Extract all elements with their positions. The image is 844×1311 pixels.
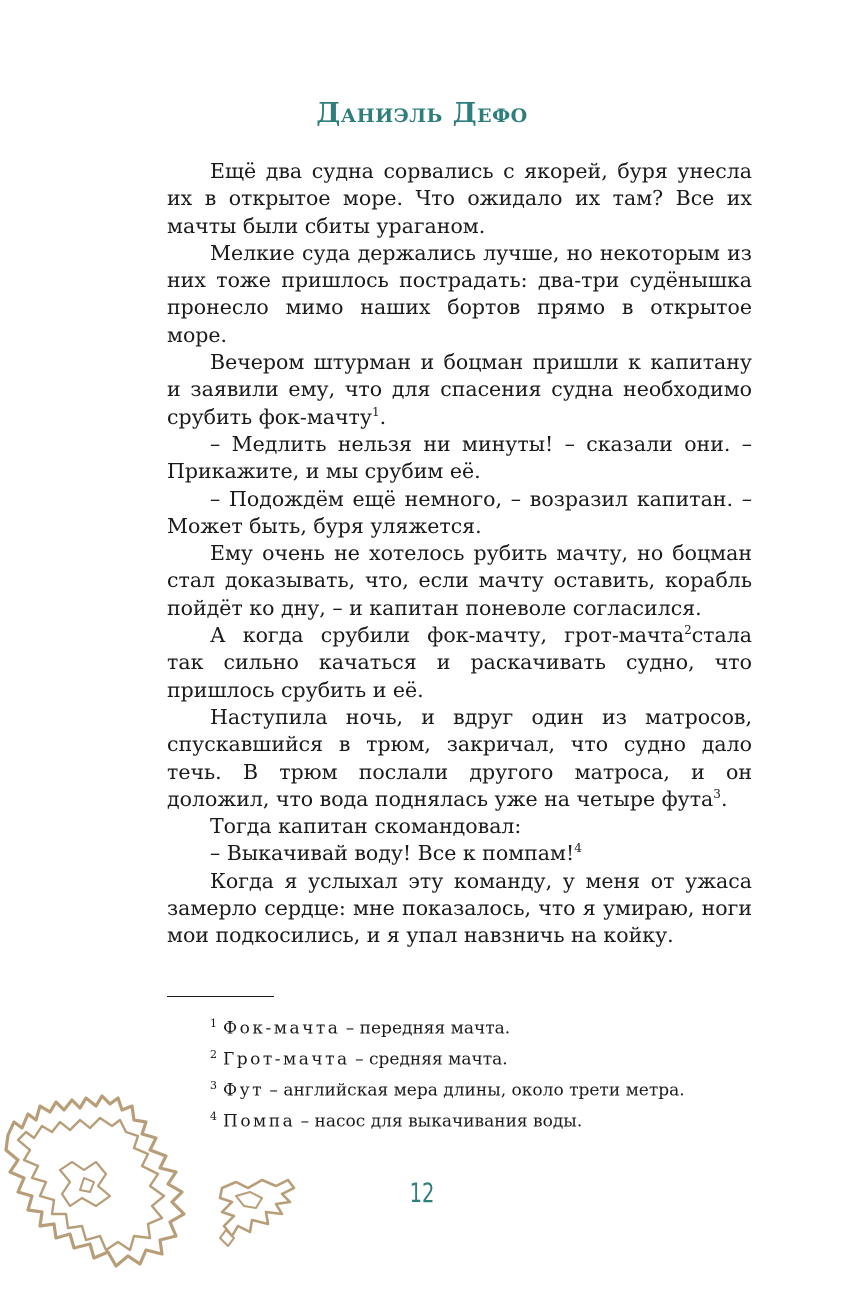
footnote-divider (167, 996, 274, 997)
paragraph (167, 868, 752, 950)
paragraph-text: – Выкачивай воду! Все к помпам! (210, 841, 575, 866)
footnote-item (210, 1011, 770, 1042)
footnote-marker: 1 (371, 404, 380, 419)
paragraph-text: – Подождём ещё немного, – возразил капитан. – Может быть, буря уляжется. (167, 486, 752, 538)
paragraph-text: – Медлить нельзя ни минуты! – сказали они. – Прикажите, и мы срубим её. (167, 431, 752, 484)
paragraph (167, 840, 752, 867)
paragraph (167, 349, 752, 431)
paragraph (167, 240, 752, 349)
footnote-item (210, 1042, 770, 1073)
paragraph (167, 813, 752, 840)
footnote-term: Грот-мачта (223, 1049, 350, 1070)
footnote-term: Фут (223, 1080, 265, 1101)
footnote-number: 4 (210, 1110, 217, 1124)
paragraph-text: стала так сильно качаться и раскачивать судно, что пришлось срубить и её. (167, 623, 752, 702)
map-ornament-icon (0, 1080, 300, 1270)
page-number: 12 (409, 1178, 435, 1209)
footnote-number: 1 (210, 1017, 217, 1030)
paragraph (167, 540, 752, 622)
paragraph-text: Вечером штурман и боцман пришли к капитану и заявили ему, что для спасения судна необходимо срубить фок-мачту (167, 350, 752, 429)
footnote-number: 2 (210, 1048, 217, 1062)
paragraph-text: Ему очень не хотелось рубить мачту, но боцман стал доказывать, что, если мачту оставить, корабль пойдёт ко дну, – и капитан поневоле согласился. (167, 541, 752, 620)
paragraph-text: Мелкие суда держались лучше, но некоторым из них тоже пришлось пострадать: два-три судёнышка пронесло мимо наших бортов прямо в открытое море. (167, 240, 752, 347)
paragraph (167, 158, 752, 240)
paragraph (167, 431, 752, 486)
paragraph (167, 486, 752, 541)
paragraph-text: . (720, 786, 728, 811)
footnote-number: 3 (210, 1079, 217, 1093)
paragraph (167, 704, 752, 813)
footnote-marker: 4 (574, 841, 582, 856)
paragraph-text: Наступила ночь, и вдруг один из матросов, спускавшийся в трюм, закричал, что судно дало течь. В трюм послали другого матроса, и он доложил, что вода поднялась уже на четыре фута (167, 704, 752, 811)
paragraph-text: Ещё два судна сорвались с якорей, буря унесла их в открытое море. Что ожидало их там? Все их мачты были сбиты ураганом. (167, 159, 752, 238)
body-text (167, 158, 752, 950)
paragraph-text: . (379, 404, 387, 429)
paragraph-text: Тогда капитан скомандовал: (210, 814, 522, 839)
paragraph-text: А когда срубили фок-мачту, грот-мачта (210, 623, 685, 648)
footnote-definition: – насос для выкачивания воды. (295, 1111, 583, 1132)
paragraph (167, 622, 752, 704)
footnote-term: Фок-мачта (223, 1018, 341, 1039)
footnote-definition: – передняя мачта. (340, 1018, 511, 1039)
paragraph-text: Когда я услыхал эту команду, у меня от ужаса замерло сердце: мне показалось, что я умираю, ноги мои подкосились, и я упал навзничь на койку. (167, 868, 752, 948)
footnote-definition: – английская мера длины, около трети метра. (264, 1080, 685, 1101)
footnote-definition: – средняя мачта. (349, 1049, 508, 1070)
running-header: Даниэль Дефо (316, 98, 528, 129)
footnote-marker: 3 (713, 787, 721, 802)
footnote-marker: 2 (684, 623, 692, 638)
footnote-term: Помпа (223, 1111, 296, 1132)
